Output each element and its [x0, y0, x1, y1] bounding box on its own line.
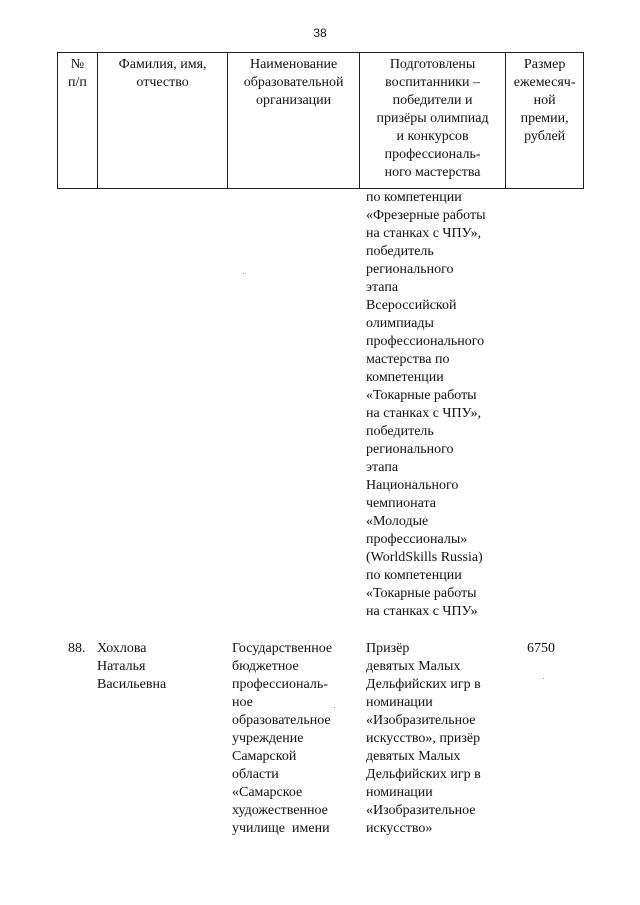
header-achievement: [360, 53, 506, 188]
continued-achievement-text: по компетенции «Фрезерные работы на станках с ЧПУ», победитель регионального этапа Всероссийской олимпиады профессионального мастерства по компетенции «Токарные работы на станках с ЧПУ», победитель регионального этапа Национального чемпионата «Молодые профессионалы» (WorldSkills Russia) по компетенции «Токарные работы на станках с ЧПУ»: [366, 190, 486, 619]
page-number: 38: [313, 26, 327, 40]
row-organization: Государственное бюджетное профессиональ- ное образовательное учреждение Самарской области «Самарское художественное училище имени: [232, 641, 333, 836]
header-number-label: № п/п: [67, 57, 87, 90]
header-bonus: [506, 53, 583, 188]
header-bonus-label: Размер ежемесяч- ной премии, рублей: [513, 57, 576, 144]
header-number: [58, 53, 98, 188]
header-organization-label: Наименование образовательной организации: [243, 57, 344, 108]
row-name: Хохлова Наталья Васильевна: [97, 641, 167, 692]
header-name-label: Фамилия, имя, отчество: [118, 57, 207, 90]
row-achievement: Призёр девятых Малых Дельфийских игр в номинации «Изобразительное искусство», призёр девятых Малых Дельфийских игр в номинации «Изобразительное искусство»: [366, 641, 481, 836]
scan-speck: [334, 707, 335, 708]
header-organization: [228, 53, 360, 188]
scan-speck: [243, 273, 244, 274]
header-name: [98, 53, 229, 188]
header-achievement-label: Подготовлены воспитанники – победители и призёры олимпиад и конкурсов профессиональ- ного мастерства: [376, 57, 489, 180]
row-bonus: 6750: [527, 641, 555, 656]
scan-speck: [543, 678, 544, 679]
table-header: [57, 52, 584, 189]
row-number: 88.: [68, 641, 86, 656]
